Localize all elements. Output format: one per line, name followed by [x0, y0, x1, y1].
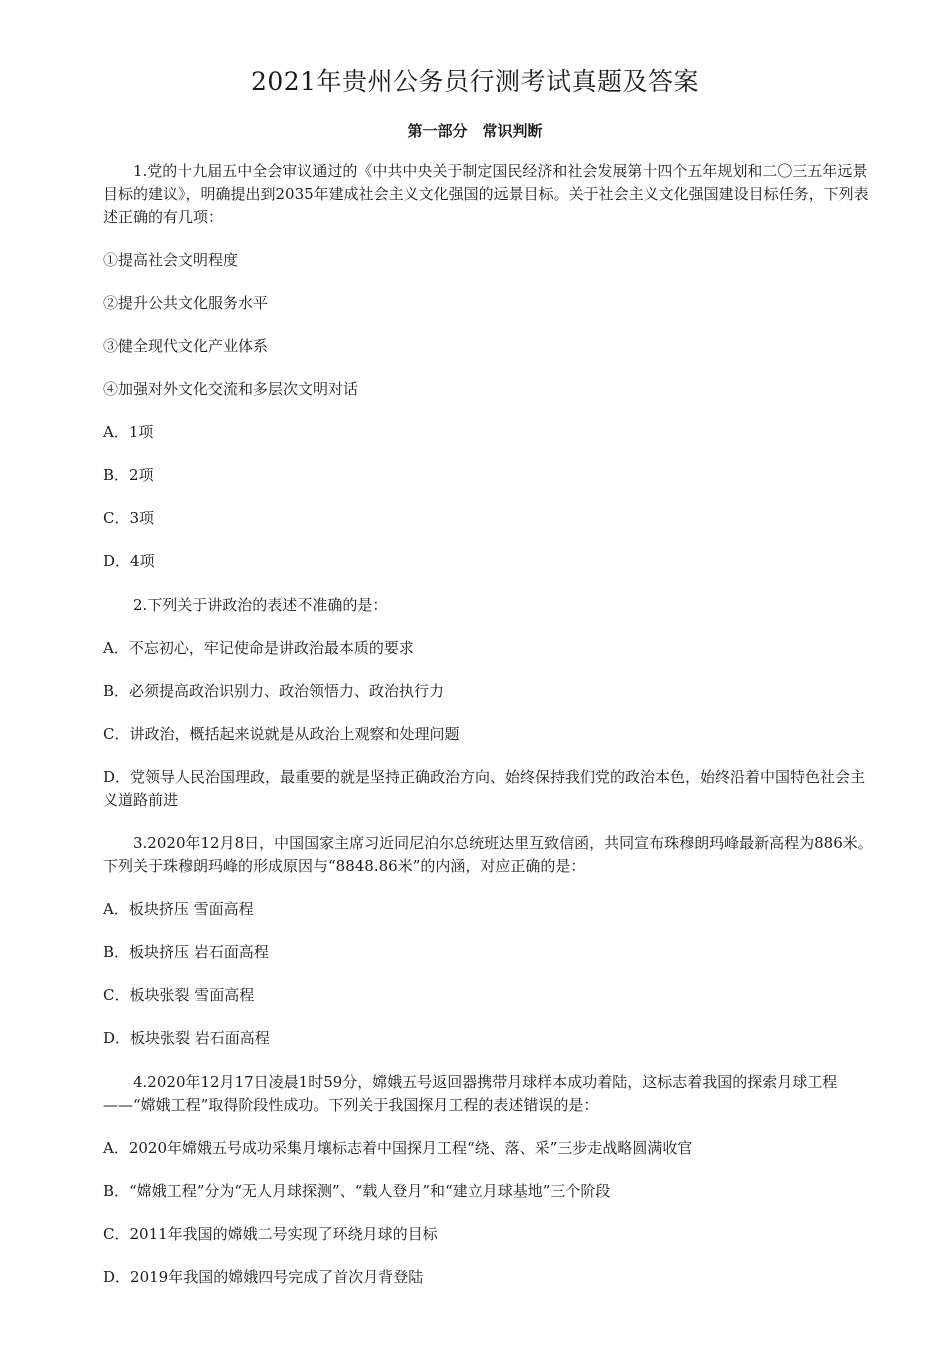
question-list: [103, 160, 879, 1309]
question-item: ④加强对外文化交流和多层次文明对话: [103, 380, 359, 398]
option-a: A．1项: [103, 423, 154, 441]
document-title: 2021年贵州公务员行测考试真题及答案: [250, 67, 700, 96]
option-c: C．板块张裂 雪面高程: [103, 986, 255, 1004]
option-a: A．板块挤压 雪面高程: [103, 900, 254, 918]
option-b: B．“嫦娥工程”分为“无人月球探测”、“载人登月”和“建立月球基地”三个阶段: [103, 1182, 611, 1200]
question-4: [103, 1071, 879, 1309]
question-item: ②提升公共文化服务水平: [103, 294, 269, 312]
option-b: B．2项: [103, 466, 154, 484]
question-item: ①提高社会文明程度: [103, 251, 239, 269]
question-stem: 2.下列关于讲政治的表述不准确的是：: [133, 596, 388, 614]
question-3: [103, 832, 879, 1071]
question-2: [103, 594, 879, 812]
question-stem: 4.2020年12月17日凌晨1时59分，嫦娥五号返回器携带月球样本成功着陆，这标志着我国的探索月球工程——“嫦娥工程”取得阶段性成功。下列关于我国探月工程的表述错误的是：: [103, 1073, 838, 1114]
option-d: D．板块张裂 岩石面高程: [103, 1029, 270, 1047]
option-a: A．2020年嫦娥五号成功采集月壤标志着中国探月工程“绕、落、采”三步走战略圆满收官: [103, 1139, 693, 1157]
option-a: A．不忘初心，牢记使命是讲政治最本质的要求: [103, 639, 414, 657]
question-item: ③健全现代文化产业体系: [103, 337, 269, 355]
question-stem: 3.2020年12月8日，中国国家主席习近同尼泊尔总统班达里互致信函，共同宣布珠穆朗玛峰最新高程为886米。下列关于珠穆朗玛峰的形成原因与“8848.86米”的内涵，对应正确的是：: [103, 834, 873, 875]
option-d: D．4项: [103, 552, 155, 570]
section-title: 第一部分 常识判断: [407, 122, 543, 140]
option-c: C．3项: [103, 509, 155, 527]
option-c: C．讲政治，概括起来说就是从政治上观察和处理问题: [103, 725, 460, 743]
option-d: D．党领导人民治国理政，最重要的就是坚持正确政治方向、始终保持我们党的政治本色，始终沿着中国特色社会主义道路前进: [103, 768, 866, 809]
option-d: D．2019年我国的嫦娥四号完成了首次月背登陆: [103, 1268, 424, 1286]
option-b: B．板块挤压 岩石面高程: [103, 943, 269, 961]
option-b: B．必须提高政治识别力、政治领悟力、政治执行力: [103, 682, 445, 700]
question-1: [103, 160, 879, 594]
option-c: C．2011年我国的嫦娥二号实现了环绕月球的目标: [103, 1225, 438, 1243]
question-stem: 1.党的十九届五中全会审议通过的《中共中央关于制定国民经济和社会发展第十四个五年规划和二〇三五年远景目标的建议》，明确提出到2035年建成社会主义文化强国的远景目标。关于社会主义文化强国建设目标任务，下列表述正确的有几项：: [103, 162, 869, 226]
